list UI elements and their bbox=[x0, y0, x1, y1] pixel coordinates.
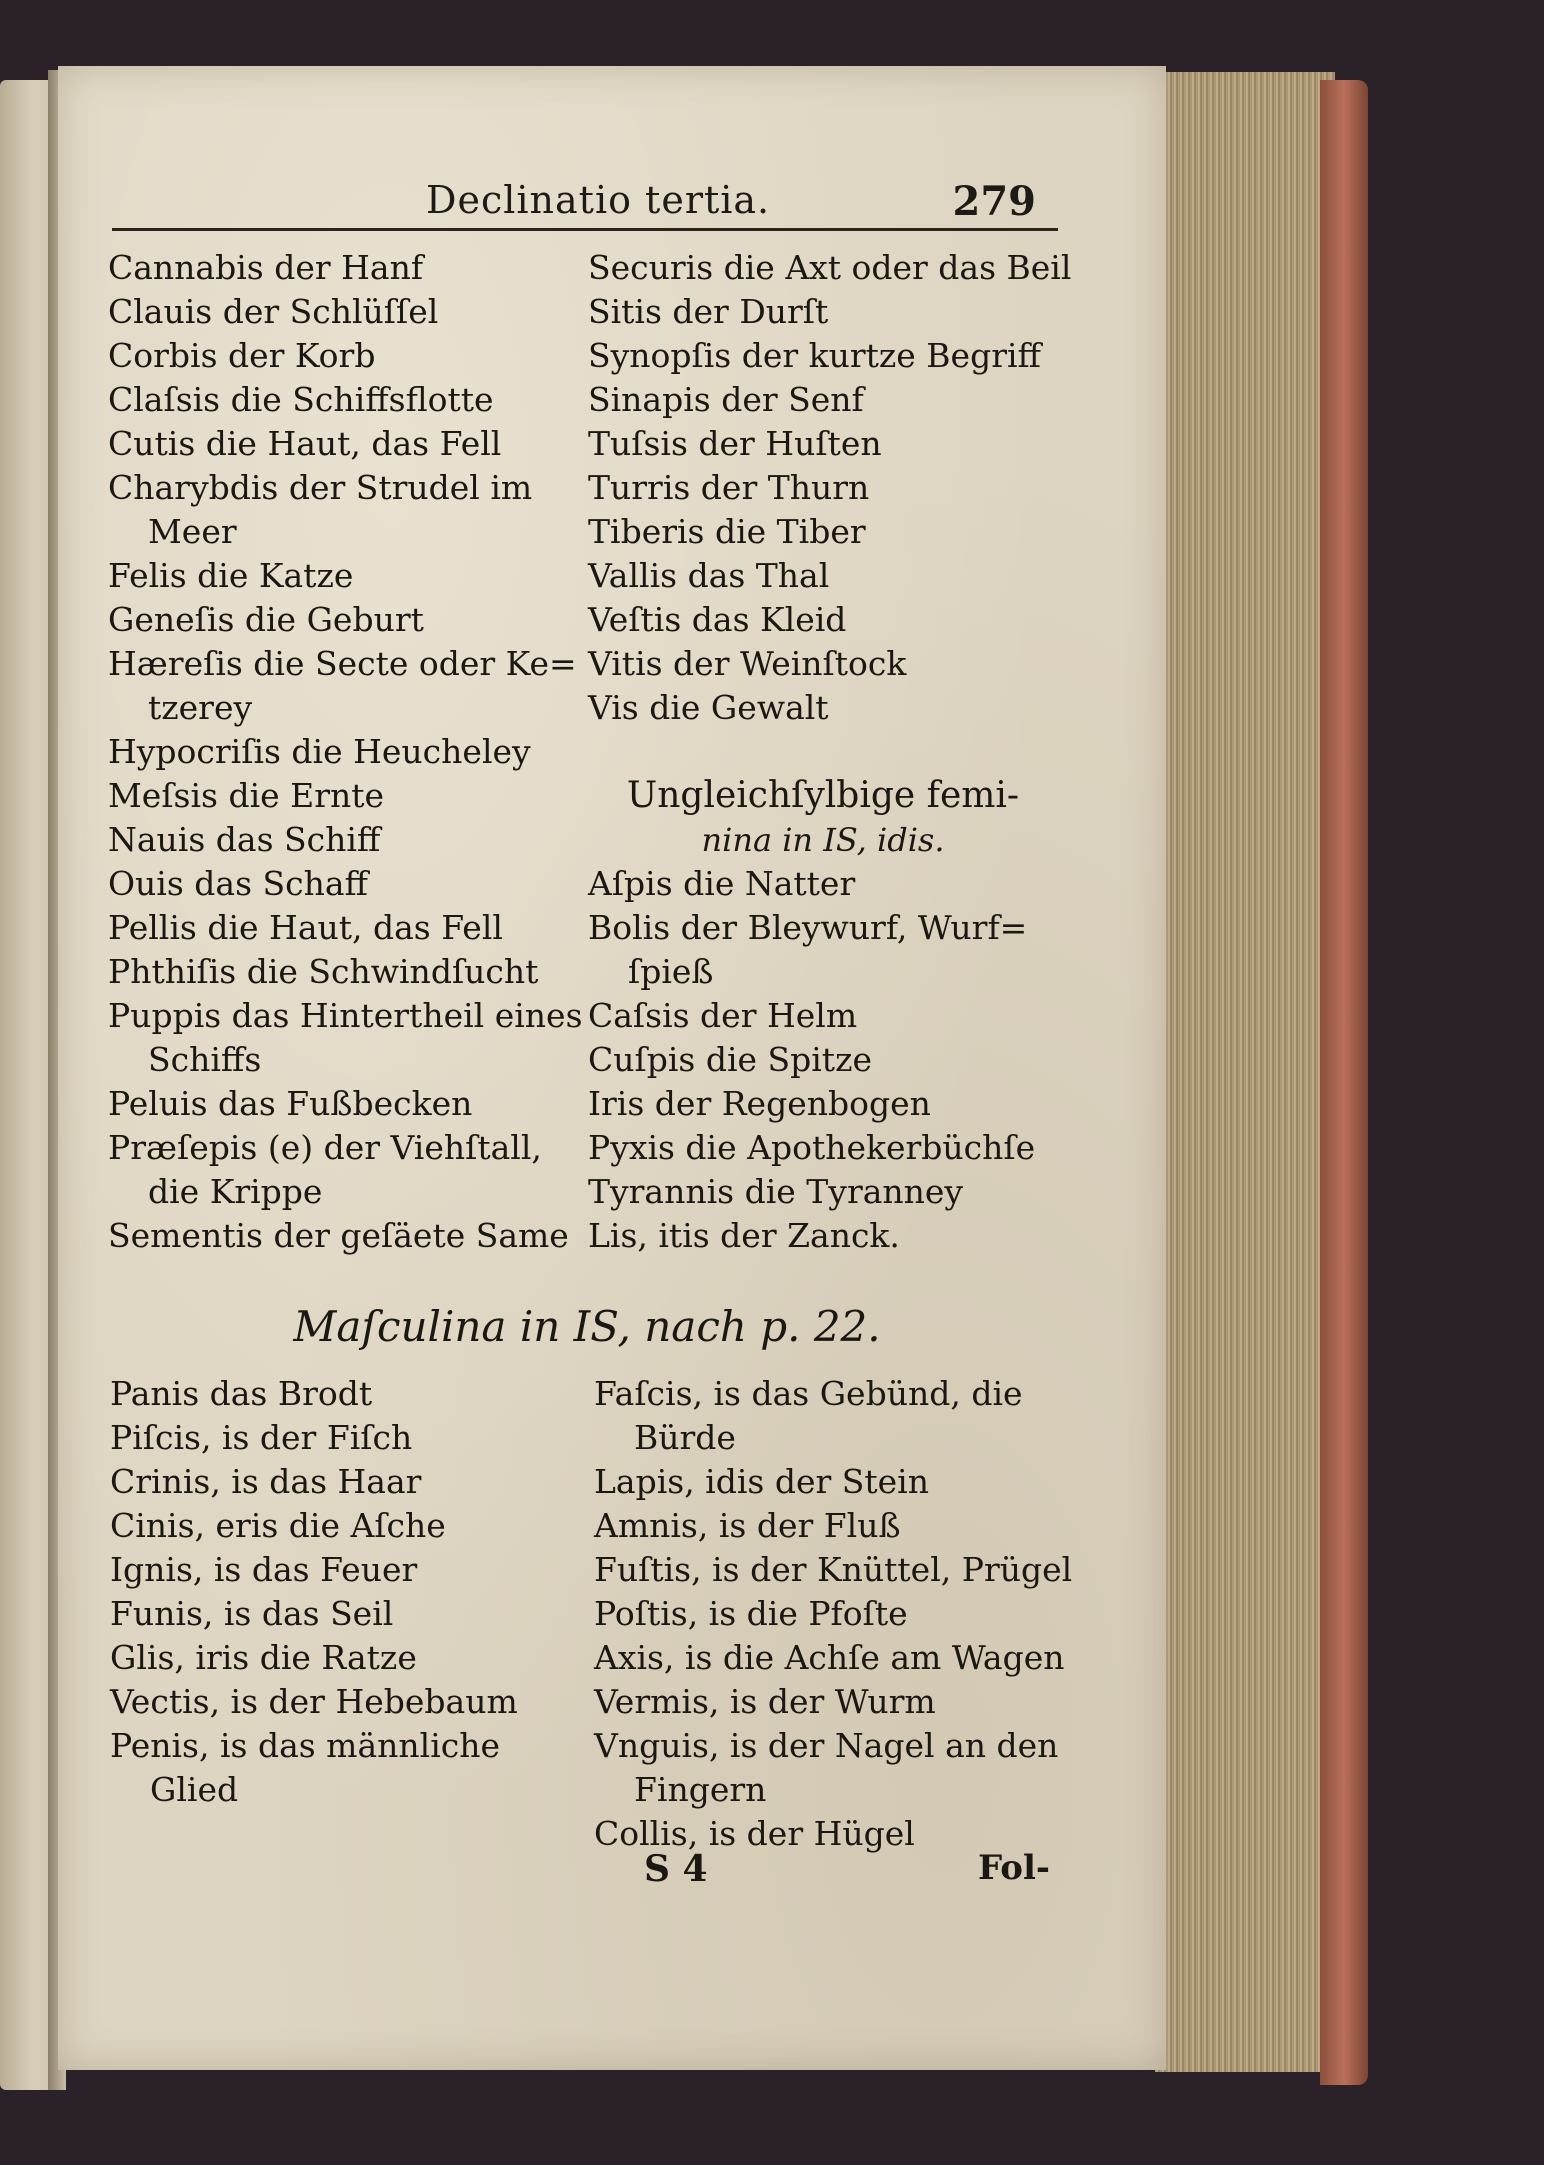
list-item: Penis, is das männliche bbox=[110, 1726, 501, 1765]
signature-mark: S 4 bbox=[644, 1848, 708, 1890]
page-block-edge bbox=[1155, 72, 1335, 2072]
list-item: Turris der Thurn bbox=[588, 468, 870, 507]
catchword: Fol- bbox=[978, 1848, 1050, 1888]
list-item: Fingern bbox=[634, 1770, 767, 1809]
list-item: Glis, iris die Ratze bbox=[110, 1638, 417, 1677]
list-item: Tuſsis der Huſten bbox=[588, 424, 882, 463]
list-item: Fuſtis, is der Knüttel, Prügel bbox=[594, 1550, 1073, 1589]
list-item: Meſsis die Ernte bbox=[108, 776, 385, 815]
right-column-top bbox=[588, 246, 1072, 1258]
list-item: Cinis, eris die Aſche bbox=[110, 1506, 446, 1545]
list-item: Sinapis der Senf bbox=[588, 380, 864, 419]
list-item: Nauis das Schiff bbox=[108, 820, 381, 859]
list-item: Glied bbox=[150, 1770, 239, 1809]
list-item bbox=[588, 730, 1058, 774]
list-item: Tiberis die Tiber bbox=[588, 512, 866, 551]
list-item: Charybdis der Strudel im bbox=[108, 468, 533, 507]
right-column-bottom bbox=[594, 1372, 1073, 1856]
list-item: Meer bbox=[148, 512, 237, 551]
list-item: Vis die Gewalt bbox=[588, 688, 829, 727]
list-item: Hæreſis die Secte oder Ke= bbox=[108, 644, 577, 683]
list-item: Præſepis (e) der Viehſtall, bbox=[108, 1128, 542, 1167]
list-item: ſpieß bbox=[628, 952, 714, 991]
list-item: Corbis der Korb bbox=[108, 336, 376, 375]
list-item: Puppis das Hintertheil eines bbox=[108, 996, 583, 1035]
page-number: 279 bbox=[952, 178, 1036, 225]
header-rule bbox=[112, 228, 1058, 231]
list-item: Securis die Axt oder das Beil bbox=[588, 248, 1072, 287]
list-item: Bürde bbox=[634, 1418, 736, 1457]
list-item: Geneſis die Geburt bbox=[108, 600, 424, 639]
list-item: Vectis, is der Hebebaum bbox=[110, 1682, 518, 1721]
list-item: Crinis, is das Haar bbox=[110, 1462, 422, 1501]
list-item: Sitis der Durſt bbox=[588, 292, 829, 331]
list-item: Claſsis die Schiffsflotte bbox=[108, 380, 494, 419]
list-item: Pellis die Haut, das Fell bbox=[108, 908, 503, 947]
list-item: Peluis das Fußbecken bbox=[108, 1084, 473, 1123]
list-item: Panis das Brodt bbox=[110, 1374, 373, 1413]
book-cover-edge bbox=[1320, 80, 1368, 2085]
list-item: Hypocriſis die Heucheley bbox=[108, 732, 531, 771]
list-item: Schiffs bbox=[148, 1040, 262, 1079]
page-header bbox=[108, 170, 1058, 230]
list-item: Piſcis, is der Fiſch bbox=[110, 1418, 413, 1457]
list-item: Cutis die Haut, das Fell bbox=[108, 424, 502, 463]
list-item: Phthiſis die Schwindſucht bbox=[108, 952, 539, 991]
left-column-bottom bbox=[110, 1372, 580, 1812]
list-item: Aſpis die Natter bbox=[588, 864, 856, 903]
left-column-top bbox=[108, 246, 583, 1258]
list-item: Tyrannis die Tyranney bbox=[588, 1172, 964, 1211]
list-item: Veſtis das Kleid bbox=[588, 600, 847, 639]
list-item: Faſcis, is das Gebünd, die bbox=[594, 1374, 1023, 1413]
list-item: Collis, is der Hügel bbox=[594, 1814, 915, 1853]
list-item: Vermis, is der Wurm bbox=[594, 1682, 936, 1721]
list-item: Cannabis der Hanf bbox=[108, 248, 424, 287]
section-title: Maſculina in IS, nach p. 22. bbox=[293, 1302, 881, 1351]
list-item: nina in IS, idis. bbox=[701, 821, 945, 859]
list-item: Cuſpis die Spitze bbox=[588, 1040, 872, 1079]
list-item: Ungleichſylbige femi- bbox=[626, 775, 1020, 816]
list-item: Bolis der Bleywurf, Wurf= bbox=[588, 908, 1028, 947]
left-page-edge bbox=[0, 80, 55, 2090]
list-item: tzerey bbox=[148, 688, 253, 727]
list-item: Synopſis der kurtze Begriff bbox=[588, 336, 1041, 375]
list-item: Clauis der Schlüſſel bbox=[108, 292, 439, 331]
list-item: Sementis der geſäete Same bbox=[108, 1216, 569, 1255]
list-item: Lis, itis der Zanck. bbox=[588, 1216, 900, 1255]
list-item: Poſtis, is die Pfoſte bbox=[594, 1594, 908, 1633]
list-item: Axis, is die Achſe am Wagen bbox=[594, 1638, 1065, 1677]
list-item: die Krippe bbox=[148, 1172, 323, 1211]
list-item: Pyxis die Apothekerbüchſe bbox=[588, 1128, 1036, 1167]
list-item: Amnis, is der Fluß bbox=[594, 1506, 901, 1545]
list-item: Ignis, is das Feuer bbox=[110, 1550, 418, 1589]
list-item: Felis die Katze bbox=[108, 556, 354, 595]
list-item: Vallis das Thal bbox=[588, 556, 830, 595]
list-item: Vnguis, is der Nagel an den bbox=[594, 1726, 1059, 1765]
list-item: Lapis, idis der Stein bbox=[594, 1462, 929, 1501]
list-item: Funis, is das Seil bbox=[110, 1594, 394, 1633]
list-item: Vitis der Weinſtock bbox=[588, 644, 907, 683]
list-item: Ouis das Schaff bbox=[108, 864, 368, 903]
running-title: Declinatio tertia. bbox=[426, 178, 771, 222]
list-item: Caſsis der Helm bbox=[588, 996, 858, 1035]
list-item: Iris der Regenbogen bbox=[588, 1084, 931, 1123]
